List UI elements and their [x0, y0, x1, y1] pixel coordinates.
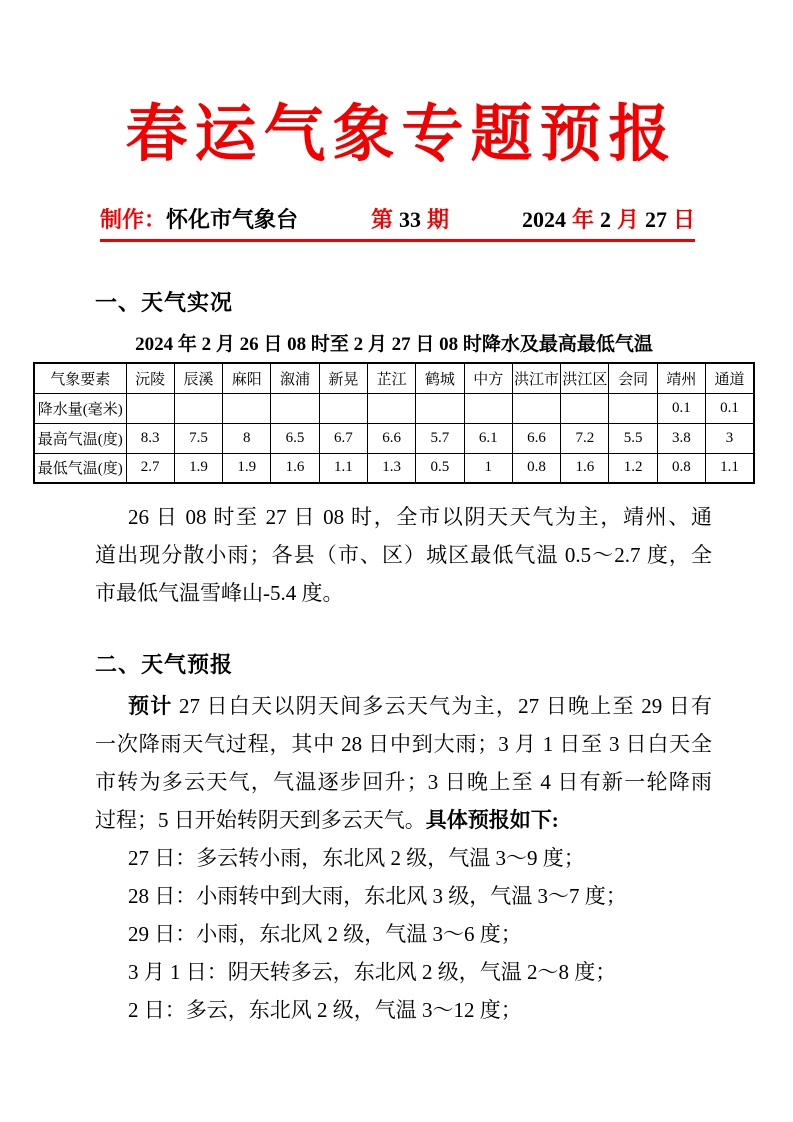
weather-table: [33, 362, 755, 484]
table-header-cell: 靖州: [657, 363, 705, 393]
table-cell: 1.3: [367, 453, 415, 483]
date-day: 27: [644, 207, 667, 232]
forecast-list: [95, 839, 712, 1029]
table-cell: 1.9: [223, 453, 271, 483]
table-cell: [126, 393, 174, 423]
table-header-cell: 会同: [609, 363, 657, 393]
summary-line: 市最低气温雪峰山-5.4 度。: [95, 581, 344, 605]
table-row: [34, 393, 754, 423]
forecast-intro-line: 一次降雨天气过程，其中 28 日中到大雨；3 月 1 日至 3 日白天全: [95, 732, 712, 756]
table-cell: 1.1: [706, 453, 754, 483]
table-cell: 2.7: [126, 453, 174, 483]
table-cell: [367, 393, 415, 423]
issue-suffix: 期: [426, 207, 449, 232]
table-cell: 1.6: [561, 453, 609, 483]
table-row-label: 最高气温(度): [34, 423, 126, 453]
table-cell: [271, 393, 319, 423]
summary-line: 道出现分散小雨；各县（市、区）城区最低气温 0.5～2.7 度，全: [95, 543, 712, 567]
forecast-item-day27: 27 日：多云转小雨，东北风 2 级，气温 3～9 度；: [128, 846, 585, 870]
table-cell: 6.6: [367, 423, 415, 453]
table-cell: 1.2: [609, 453, 657, 483]
table-row: [34, 453, 754, 483]
weather-table-body: [34, 363, 754, 483]
table-cell: 1.6: [271, 453, 319, 483]
table-cell: 1.9: [174, 453, 222, 483]
issue-number: [371, 203, 449, 234]
section1-heading: 一、天气实况: [95, 290, 234, 315]
masthead: [100, 203, 695, 234]
forecast-item-day28: 28 日：小雨转中到大雨，东北风 3 级，气温 3～7 度；: [128, 884, 627, 908]
weather-table-title: 2024 年 2 月 26 日 08 时至 2 月 27 日 08 时降水及最高最低气温: [135, 334, 653, 355]
table-cell: [512, 393, 560, 423]
forecast-item-mar2: 2 日：多云，东北风 2 级，气温 3～12 度；: [128, 998, 522, 1022]
table-header-cell: 沅陵: [126, 363, 174, 393]
weather-summary-paragraph: [95, 498, 712, 612]
table-cell: 8.3: [126, 423, 174, 453]
table-cell: 0.5: [416, 453, 464, 483]
date-month: 2: [599, 207, 611, 232]
table-header-cell: 溆浦: [271, 363, 319, 393]
table-row: [34, 423, 754, 453]
forecast-intro-bold: 预计: [128, 694, 173, 718]
table-header-cell: 通道: [706, 363, 754, 393]
forecast-intro-text: 27 日白天以阴天间多云天气为主，27 日晚上至 29 日有: [172, 694, 713, 718]
summary-line: 26 日 08 时至 27 日 08 时，全市以阴天天气为主，靖州、通: [128, 505, 712, 529]
table-cell: 0.1: [706, 393, 754, 423]
table-cell: 7.2: [561, 423, 609, 453]
table-header-cell: 辰溪: [174, 363, 222, 393]
table-header-cell: 洪江市: [512, 363, 560, 393]
producer-label: 制作：: [100, 207, 167, 232]
forecast-intro-line: [95, 687, 712, 725]
table-header-cell: 洪江区: [561, 363, 609, 393]
table-cell: 6.5: [271, 423, 319, 453]
table-header-cell: 鹤城: [416, 363, 464, 393]
date-year: 2024: [521, 207, 566, 232]
table-header-row: [34, 363, 754, 393]
table-cell: [561, 393, 609, 423]
masthead-divider: [100, 239, 695, 242]
issue-prefix: 第: [370, 207, 393, 232]
table-cell: [416, 393, 464, 423]
table-cell: 1: [464, 453, 512, 483]
table-cell: 7.5: [174, 423, 222, 453]
producer-value: 怀化市气象台: [166, 207, 299, 232]
table-cell: [464, 393, 512, 423]
table-header-cell: 中方: [464, 363, 512, 393]
table-cell: [174, 393, 222, 423]
table-cell: 0.1: [657, 393, 705, 423]
table-header-cell: 芷江: [367, 363, 415, 393]
table-cell: 6.7: [319, 423, 367, 453]
date-month-unit: 月: [616, 207, 639, 232]
date-year-unit: 年: [571, 207, 594, 232]
producer: [100, 203, 298, 234]
forecast-intro-line: [95, 801, 712, 839]
forecast-intro-text: 过程；5 日开始转阴天到多云天气。: [95, 808, 426, 832]
forecast-item-mar1: 3 月 1 日：阴天转多云，东北风 2 级，气温 2～8 度；: [128, 960, 617, 984]
table-row-label: 最低气温(度): [34, 453, 126, 483]
table-cell: 1.1: [319, 453, 367, 483]
table-cell: [609, 393, 657, 423]
section2-heading: 二、天气预报: [95, 652, 234, 677]
table-header-cell: 麻阳: [223, 363, 271, 393]
issue-value: 33: [398, 207, 421, 232]
table-cell: 0.8: [657, 453, 705, 483]
table-header-cell: 气象要素: [34, 363, 126, 393]
table-cell: 3: [706, 423, 754, 453]
table-cell: [319, 393, 367, 423]
forecast-intro-line: 市转为多云天气，气温逐步回升；3 日晚上至 4 日有新一轮降雨: [95, 770, 712, 794]
forecast-detail-label: 具体预报如下:: [425, 808, 559, 832]
table-cell: 5.5: [609, 423, 657, 453]
table-cell: 6.1: [464, 423, 512, 453]
table-cell: 3.8: [657, 423, 705, 453]
document-title: 春运气象专题预报: [125, 97, 678, 170]
forecast-intro-paragraph: [95, 687, 712, 839]
table-header-cell: 新晃: [319, 363, 367, 393]
table-cell: 8: [223, 423, 271, 453]
forecast-item-day29: 29 日：小雨，东北风 2 级，气温 3～6 度；: [128, 922, 522, 946]
table-cell: 6.6: [512, 423, 560, 453]
table-row-label: 降水量(毫米): [34, 393, 126, 423]
table-cell: 5.7: [416, 423, 464, 453]
issue-date: [522, 203, 695, 234]
date-day-unit: 日: [672, 207, 695, 232]
table-cell: [223, 393, 271, 423]
table-cell: 0.8: [512, 453, 560, 483]
